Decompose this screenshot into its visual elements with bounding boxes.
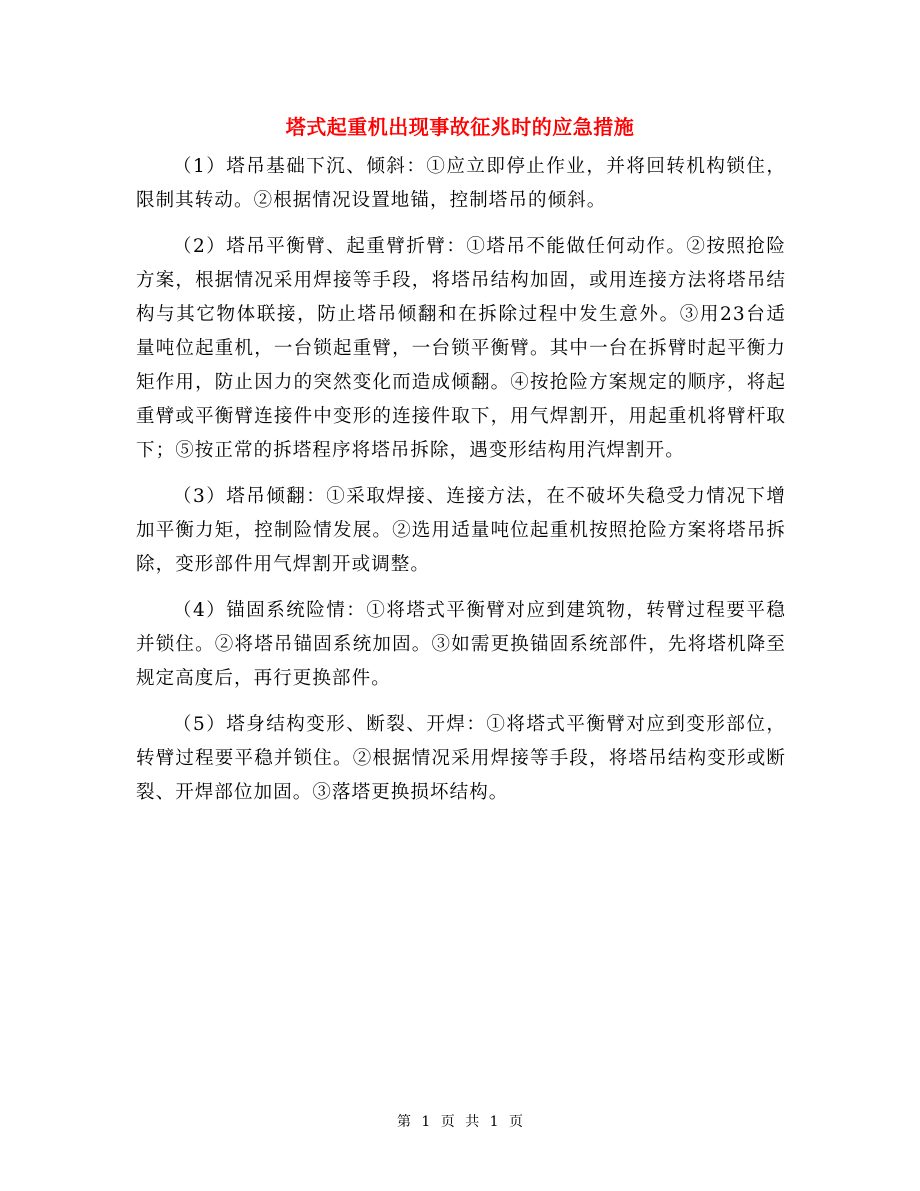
paragraph-2: （2）塔吊平衡臂、起重臂折臂：①塔吊不能做任何动作。②按照抢险方案，根据情况采用焊接等手段，将塔吊结构加固，或用连接方法将塔吊结构与其它物体联接，防止塔吊倾翻和在拆除过程中发生意外。③用23台适量吨位起重机，一台锁起重臂，一台锁平衡臂。其中一台在拆臂时起平衡力矩作用，防止因力的突然变化而造成倾翻。④按抢险方案规定的顺序，将起重臂或平衡臂连接件中变形的连接件取下，用气焊割开，用起重机将臂杆取下；⑤按正常的拆塔程序将塔吊拆除，遇变形结构用汽焊割开。 [136,236,786,461]
document-title: 塔式起重机出现事故征兆时的应急措施 [285,115,635,139]
document-body [136,150,786,810]
paragraph-1: （1）塔吊基础下沉、倾斜：①应立即停止作业，并将回转机构锁住，限制其转动。②根据情况设置地锚，控制塔吊的倾斜。 [136,156,786,211]
paragraph-4: （4）锚固系统险情：①将塔式平衡臂对应到建筑物，转臂过程要平稳并锁住。②将塔吊锚固系统加固。③如需更换锚固系统部件，先将塔机降至规定高度后，再行更换部件。 [136,600,786,689]
paragraph-3: （3）塔吊倾翻：①采取焊接、连接方法，在不破坏失稳受力情况下增加平衡力矩，控制险情发展。②选用适量吨位起重机按照抢险方案将塔吊拆除，变形部件用气焊割开或调整。 [136,486,786,575]
page-footer: 第 1 页 共 1 页 [396,1114,524,1130]
paragraph-5: （5）塔身结构变形、断裂、开焊：①将塔式平衡臂对应到变形部位，转臂过程要平稳并锁住。②根据情况采用焊接等手段，将塔吊结构变形或断裂、开焊部位加固。③落塔更换损坏结构。 [136,714,786,803]
